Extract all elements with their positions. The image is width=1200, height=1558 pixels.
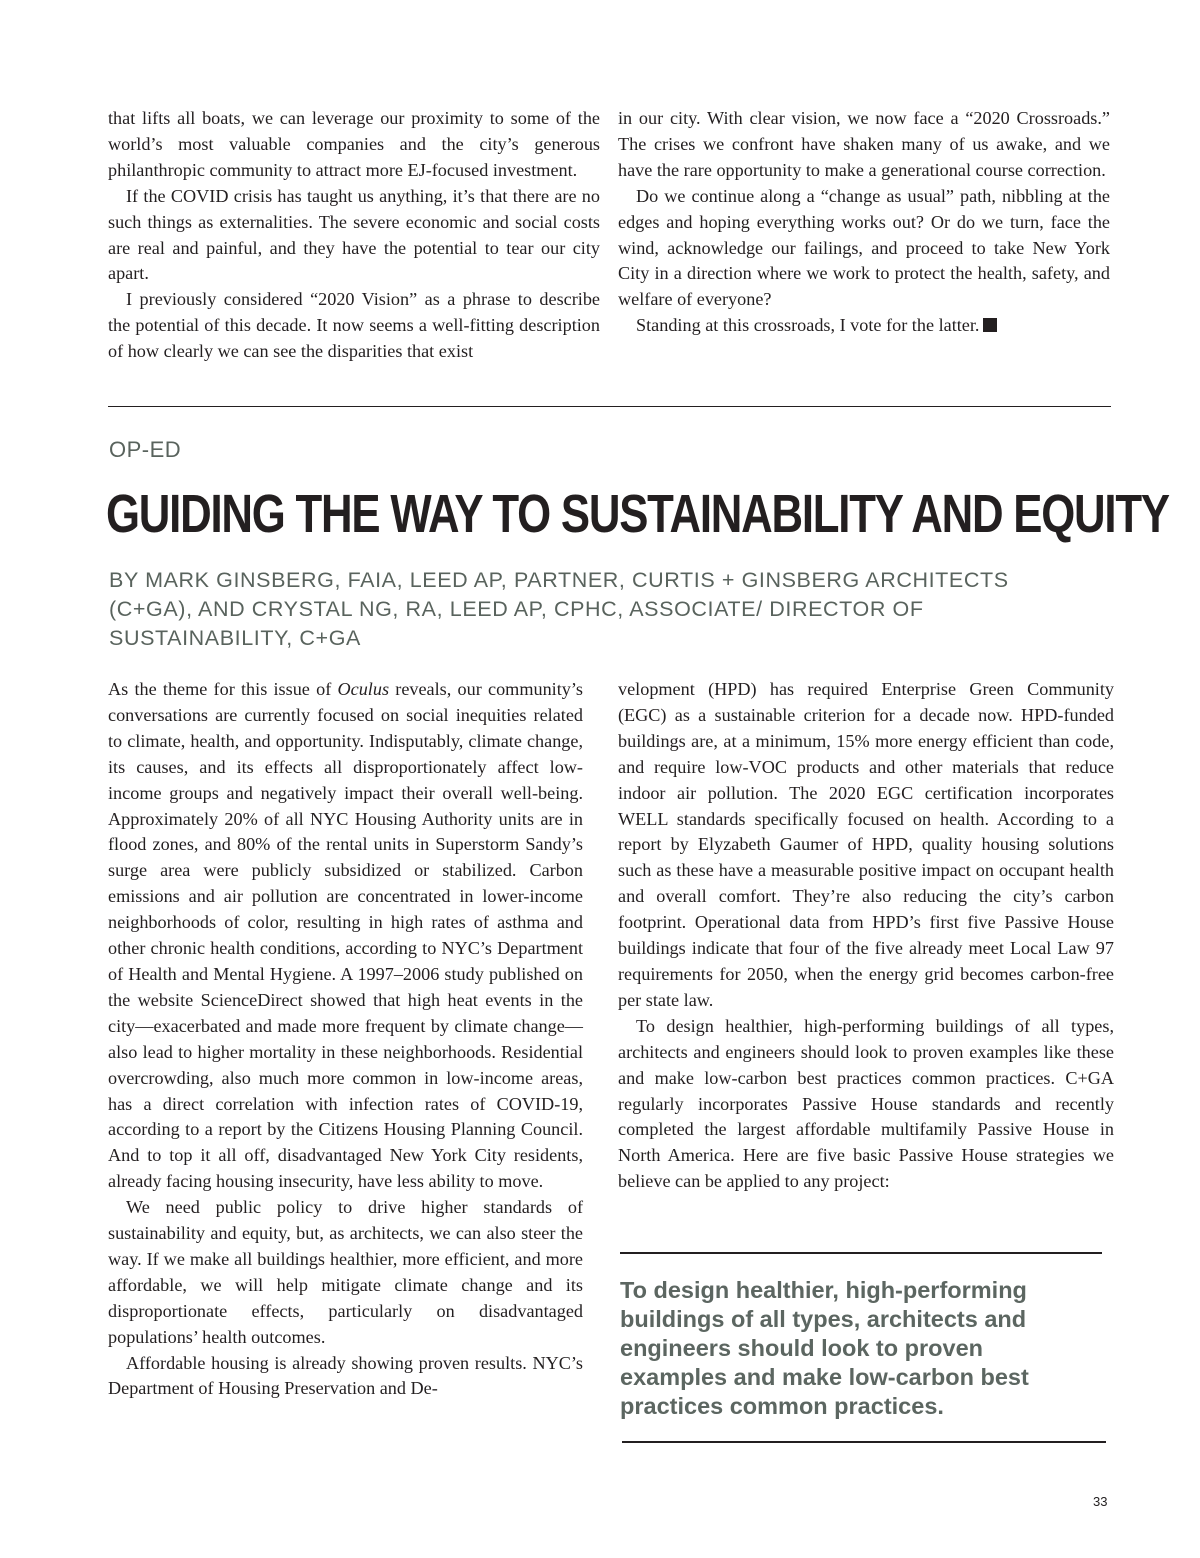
article-paragraph: We need public policy to drive higher standards of sustainability and equity, but, as architects, we can also steer the way. If we make all buildings healthier, more efficient, and more affordable, we will help mitigate climate change and its disproportionate effects, particularly on disadvantaged populations’ health outcomes. <box>108 1197 583 1347</box>
article-paragraph: Affordable housing is already showing proven results. NYC’s Department of Housing Preservation and De- <box>108 1352 583 1399</box>
continuation-right-column <box>618 106 1110 339</box>
article-headline: GUIDING THE WAY TO SUSTAINABILITY AND EQUITY <box>106 484 1169 544</box>
paragraph-text: As the theme for this issue of <box>108 679 338 699</box>
pull-quote-rule-top <box>620 1252 1102 1254</box>
pull-quote-rule-bottom <box>622 1441 1106 1443</box>
section-kicker: OP-ED <box>109 437 182 462</box>
pull-quote: To design healthier, high-performing buildings of all types, architects and engineers should look to proven examples and make low-carbon best practices common practices. <box>620 1277 1029 1419</box>
article-paragraph: To design healthier, high-performing buildings of all types, architects and engineers should look to proven examples like these and make low-carbon best practices common practices. C+GA regularly incorporates Passive House standards and recently completed the largest affordable multifamily Passive House in North America. Here are five basic Passive House strategies we believe can be applied to any project: <box>618 1015 1114 1192</box>
continuation-paragraph: I previously considered “2020 Vision” as a phrase to describe the potential of this decade. It now seems a well-fitting description of how clearly we can see the disparities that exist <box>108 289 600 362</box>
continuation-closing-paragraph <box>618 313 1110 339</box>
article-byline: BY MARK GINSBERG, FAIA, LEED AP, PARTNER, CURTIS + GINSBERG ARCHITECTS (C+GA), AND CRYSTAL NG, RA, LEED AP, CPHC, ASSOCIATE/ DIRECTOR OF SUSTAINABILITY, C+GA <box>109 568 1009 650</box>
section-divider <box>108 406 1111 407</box>
continuation-paragraph: Do we continue along a “change as usual” path, nibbling at the edges and hoping everything works out? Or do we turn, face the wind, acknowledge our failings, and proceed to take New York City in a direction where we work to protect the health, safety, and welfare of everyone? <box>618 185 1110 310</box>
page-number: 33 <box>1093 1494 1108 1509</box>
article-paragraph: velopment (HPD) has required Enterprise Green Community (EGC) as a sustainable criterion for a decade now. HPD-funded buildings are, at a minimum, 15% more energy efficient than code, and require low-VOC products and other materials that reduce indoor air pollution. The 2020 EGC certification incorporates WELL standards specifically focused on health. According to a report by Elyzabeth Gaumer of HPD, quality housing solutions such as these have a measurable positive impact on occupant health and overall comfort. They’re also reducing the city’s carbon footprint. Operational data from HPD’s first five Passive House buildings indicate that four of the five already meet Local Law 97 requirements for 2050, when the energy grid becomes carbon-free per state law. <box>618 679 1114 1010</box>
continuation-paragraph: that lifts all boats, we can leverage our proximity to some of the world’s most valuable companies and the city’s generous philanthropic community to attract more EJ-focused investment. <box>108 108 600 180</box>
end-mark-icon <box>983 318 997 332</box>
article-body-right-column <box>618 677 1114 1195</box>
article-body-left-column <box>108 677 583 1402</box>
continuation-left-column <box>108 106 600 365</box>
publication-title: Oculus <box>337 679 390 699</box>
closing-sentence: Standing at this crossroads, I vote for the latter. <box>636 315 980 336</box>
continuation-paragraph: If the COVID crisis has taught us anything, it’s that there are no such things as externalities. The severe economic and social costs are real and painful, and they have the potential to tear our city apart. <box>108 185 600 284</box>
continuation-paragraph: in our city. With clear vision, we now face a “2020 Crossroads.” The crises we confront have shaken many of us awake, and we have the rare opportunity to make a generational course correction. <box>618 108 1110 180</box>
article-paragraph <box>108 677 583 1195</box>
paragraph-text: reveals, our community’s conversations are currently focused on social inequities related to climate, health, and opportunity. Indisputably, climate change, its causes, and its effects all disproportionately affect low-income groups and negatively impact their overall well-being. Approximately 20% of all NYC Housing Authority units are in flood zones, and 80% of the rental units in Superstorm Sandy’s surge area were publicly subsidized or stabilized. Carbon emissions and air pollution are concentrated in lower-income neighborhoods of color, resulting in high rates of asthma and other chronic health conditions, according to NYC’s Department of Health and Mental Hygiene. A 1997–2006 study published on the website ScienceDirect showed that high heat events in the city—exacerbated and made more frequent by climate change—also lead to higher mortality in these neighborhoods. Residential overcrowding, also much more common in low-income areas, has a direct correlation with infection rates of COVID-19, according to a report by the Citizens Housing Planning Council. And to top it all off, disadvantaged New York City residents, already facing housing insecurity, have less ability to move. <box>108 679 583 1192</box>
